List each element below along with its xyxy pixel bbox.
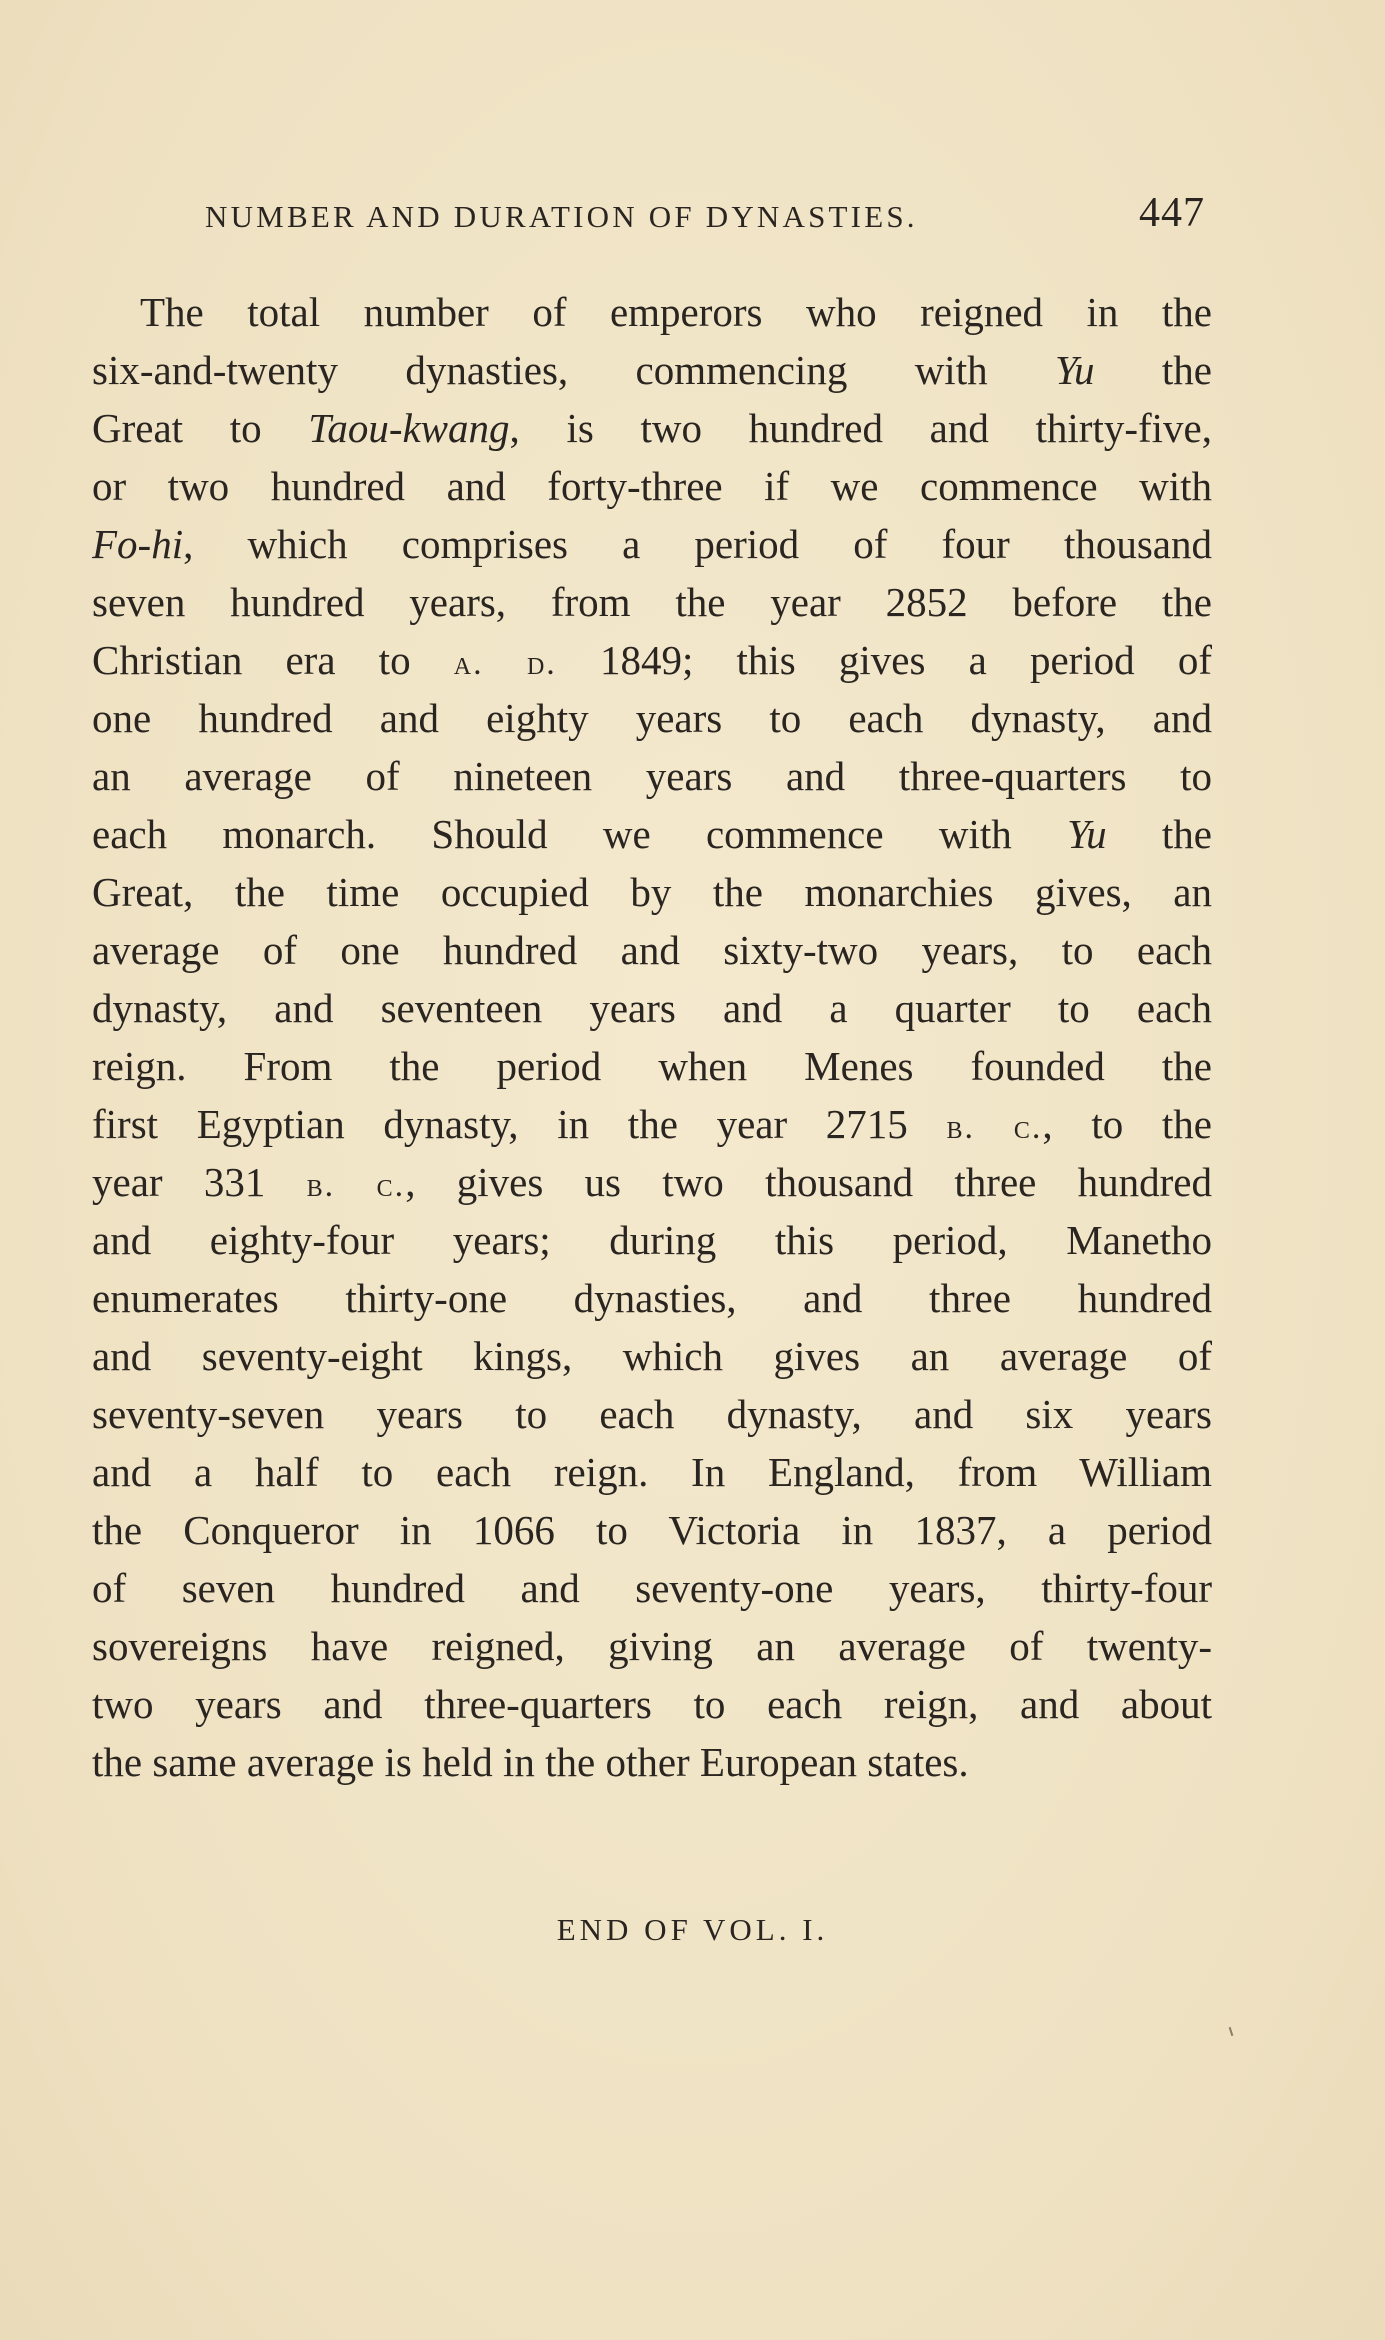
body-paragraph (92, 283, 1212, 1791)
text-run: reign. From the period when Menes founded the (92, 1043, 1212, 1089)
text-line (92, 805, 1212, 863)
text-line (92, 1153, 1212, 1211)
text-run: , which comprises a period of four thousand (183, 521, 1212, 567)
text-run: and a half to each reign. In England, from William (92, 1449, 1212, 1495)
text-run: or two hundred and forty-three if we commence with (92, 463, 1212, 509)
text-line (92, 573, 1212, 631)
text-line (92, 1559, 1212, 1617)
text-run: year 331 (92, 1159, 307, 1205)
text-line (92, 747, 1212, 805)
era-abbreviation: a. d. (453, 645, 557, 682)
text-line (92, 1617, 1212, 1675)
text-run: seven hundred years, from the year 2852 before the (92, 579, 1212, 625)
text-run: one hundred and eighty years to each dynasty, and (92, 695, 1212, 741)
text-run: dynasty, and seventeen years and a quarter to each (92, 985, 1212, 1031)
text-line (92, 341, 1212, 399)
text-line (92, 863, 1212, 921)
text-line (92, 1733, 1212, 1791)
text-run: an average of nineteen years and three-quarters to (92, 753, 1212, 799)
text-line (92, 283, 1212, 341)
text-run: each monarch. Should we commence with (92, 811, 1068, 857)
text-run: average of one hundred and sixty-two years, to each (92, 927, 1212, 973)
text-run: and eighty-four years; during this period, Manetho (92, 1217, 1212, 1263)
text-run: the same average is held in the other European states. (92, 1739, 969, 1785)
text-run: sovereigns have reigned, giving an average of twenty- (92, 1623, 1212, 1669)
page-number: 447 (1139, 190, 1205, 236)
text-run: 1849; this gives a period of (556, 637, 1212, 683)
text-run: , is two hundred and thirty-five, (509, 405, 1212, 451)
text-line (92, 1675, 1212, 1733)
running-title: NUMBER AND DURATION OF DYNASTIES. (205, 199, 918, 234)
text-line (92, 1327, 1212, 1385)
text-line (92, 1501, 1212, 1559)
italic-name: Yu (1067, 811, 1107, 857)
text-run: seventy-seven years to each dynasty, and six years (92, 1391, 1212, 1437)
era-abbreviation: b. c. (946, 1109, 1043, 1146)
text-line (92, 1211, 1212, 1269)
text-run: and seventy-eight kings, which gives an average of (92, 1333, 1212, 1379)
italic-name: Yu (1054, 347, 1095, 393)
text-run: , gives us two thousand three hundred (405, 1159, 1212, 1205)
text-run: enumerates thirty-one dynasties, and three hundred (92, 1275, 1212, 1321)
text-line (92, 1095, 1212, 1153)
text-run: Great, the time occupied by the monarchies gives, an (92, 869, 1212, 915)
paper-speck (1229, 2027, 1234, 2036)
text-run: The total number of emperors who reigned in the (140, 289, 1212, 335)
text-line (92, 979, 1212, 1037)
text-run: of seven hundred and seventy-one years, thirty-four (92, 1565, 1212, 1611)
italic-name: Taou-kwang (308, 405, 510, 451)
text-run: , to the (1042, 1101, 1212, 1147)
text-run: six-and-twenty dynasties, commencing with (92, 347, 1055, 393)
text-line (92, 1037, 1212, 1095)
text-run: Great to (92, 405, 309, 451)
text-run: the Conqueror in 1066 to Victoria in 1837, a period (92, 1507, 1212, 1553)
text-run: the (1094, 347, 1212, 393)
era-abbreviation: b. c. (306, 1167, 406, 1204)
text-line (92, 631, 1212, 689)
text-line (92, 921, 1212, 979)
text-run: the (1106, 811, 1212, 857)
running-head (205, 185, 1205, 245)
text-run: Christian era to (92, 637, 454, 683)
end-of-volume-mark: END OF VOL. I. (556, 1912, 829, 1947)
italic-name: Fo-hi (92, 521, 184, 567)
text-line (92, 1385, 1212, 1443)
text-line (92, 1443, 1212, 1501)
text-line (92, 689, 1212, 747)
text-line (92, 1269, 1212, 1327)
text-line (92, 515, 1212, 573)
text-line (92, 399, 1212, 457)
text-line (92, 457, 1212, 515)
text-run: first Egyptian dynasty, in the year 2715 (92, 1101, 947, 1147)
text-run: two years and three-quarters to each reign, and about (92, 1681, 1212, 1727)
